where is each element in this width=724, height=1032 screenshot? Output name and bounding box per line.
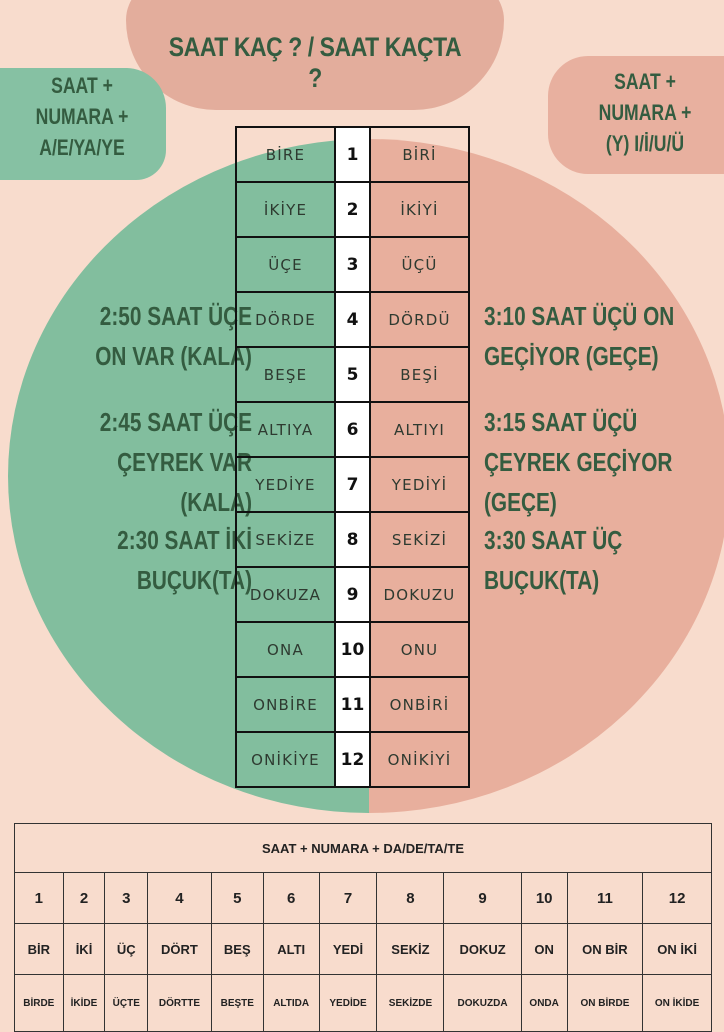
- hour-number-cell: 2: [335, 182, 370, 237]
- locative-form-cell: ONDA: [521, 975, 567, 1032]
- locative-row: [15, 873, 712, 924]
- hour-accusative-cell: ONİKİYİ: [370, 732, 469, 787]
- note-line: ON VAR (KALA): [95, 341, 253, 371]
- locative-word-cell: DÖRT: [148, 924, 212, 975]
- locative-number-cell: 9: [444, 873, 521, 924]
- example-note-left: [42, 402, 252, 522]
- hour-accusative-cell: YEDİYİ: [370, 457, 469, 512]
- hour-row: [236, 182, 469, 237]
- locative-form-cell: DOKUZDA: [444, 975, 521, 1032]
- hour-row: [236, 127, 469, 182]
- hour-row: [236, 732, 469, 787]
- hour-accusative-cell: ÜÇÜ: [370, 237, 469, 292]
- rule-line: (Y) I/İ/U/Ü: [605, 131, 685, 156]
- hour-dative-cell: ONA: [236, 622, 335, 677]
- locative-form-cell: BİRDE: [15, 975, 64, 1032]
- locative-table: [14, 823, 712, 1032]
- note-line: 3:10 SAAT ÜÇÜ ON: [484, 301, 675, 331]
- note-line: ÇEYREK VAR (KALA): [117, 447, 252, 517]
- hour-accusative-cell: BİRİ: [370, 127, 469, 182]
- hour-dative-cell: BEŞE: [236, 347, 335, 402]
- locative-number-cell: 10: [521, 873, 567, 924]
- hour-accusative-cell: BEŞİ: [370, 347, 469, 402]
- hour-dative-cell: DOKUZA: [236, 567, 335, 622]
- rule-line: SAAT +: [51, 73, 113, 98]
- locative-form-cell: SEKİZDE: [377, 975, 444, 1032]
- hour-number-cell: 7: [335, 457, 370, 512]
- locative-form-cell: ON BİRDE: [567, 975, 642, 1032]
- hour-dative-cell: SEKİZE: [236, 512, 335, 567]
- hour-accusative-cell: İKİYİ: [370, 182, 469, 237]
- locative-form-cell: İKİDE: [63, 975, 105, 1032]
- locative-number-cell: 8: [377, 873, 444, 924]
- rule-line: NUMARA +: [35, 104, 129, 129]
- example-note-right: [484, 296, 724, 376]
- locative-form-cell: BEŞTE: [211, 975, 263, 1032]
- locative-word-cell: BEŞ: [211, 924, 263, 975]
- locative-number-cell: 2: [63, 873, 105, 924]
- hour-accusative-cell: DÖRDÜ: [370, 292, 469, 347]
- hour-number-cell: 4: [335, 292, 370, 347]
- locative-number-cell: 6: [263, 873, 319, 924]
- hour-row: [236, 457, 469, 512]
- note-line: GEÇİYOR (GEÇE): [484, 341, 659, 371]
- hour-dative-cell: BİRE: [236, 127, 335, 182]
- locative-word-cell: ON BİR: [567, 924, 642, 975]
- hour-number-cell: 10: [335, 622, 370, 677]
- hour-number-cell: 1: [335, 127, 370, 182]
- hour-number-cell: 12: [335, 732, 370, 787]
- note-line: BUÇUK(TA): [136, 565, 252, 595]
- locative-number-cell: 5: [211, 873, 263, 924]
- hour-row: [236, 347, 469, 402]
- rule-accusative: [565, 66, 724, 159]
- hour-accusative-cell: DOKUZU: [370, 567, 469, 622]
- hour-number-cell: 6: [335, 402, 370, 457]
- rule-line: NUMARA +: [598, 100, 692, 125]
- hour-row: [236, 402, 469, 457]
- rule-line: SAAT +: [614, 69, 676, 94]
- locative-word-cell: SEKİZ: [377, 924, 444, 975]
- hour-row: [236, 292, 469, 347]
- note-line: 2:30 SAAT İKİ: [117, 525, 252, 555]
- locative-form-cell: ÜÇTE: [105, 975, 148, 1032]
- note-line: BUÇUK(TA): [484, 565, 600, 595]
- locative-word-cell: İKİ: [63, 924, 105, 975]
- rule-dative: [2, 70, 162, 163]
- hour-row: [236, 237, 469, 292]
- locative-number-cell: 11: [567, 873, 642, 924]
- note-line: 3:15 SAAT ÜÇÜ: [484, 407, 638, 437]
- locative-form-cell: YEDİDE: [319, 975, 377, 1032]
- hour-dative-cell: ONİKİYE: [236, 732, 335, 787]
- locative-word-cell: ON: [521, 924, 567, 975]
- locative-number-cell: 7: [319, 873, 377, 924]
- locative-word-cell: BİR: [15, 924, 64, 975]
- note-line: ÇEYREK GEÇİYOR (GEÇE): [484, 447, 673, 517]
- hour-number-cell: 5: [335, 347, 370, 402]
- locative-form-cell: ON İKİDE: [643, 975, 712, 1032]
- hour-accusative-cell: ONU: [370, 622, 469, 677]
- example-note-right: [484, 402, 724, 522]
- hour-number-cell: 3: [335, 237, 370, 292]
- hour-accusative-cell: SEKİZİ: [370, 512, 469, 567]
- hour-row: [236, 567, 469, 622]
- locative-number-cell: 4: [148, 873, 212, 924]
- rule-line: A/E/YA/YE: [39, 135, 125, 160]
- hour-dative-cell: ONBİRE: [236, 677, 335, 732]
- locative-word-cell: DOKUZ: [444, 924, 521, 975]
- locative-word-cell: ALTI: [263, 924, 319, 975]
- locative-word-cell: ÜÇ: [105, 924, 148, 975]
- hour-number-cell: 9: [335, 567, 370, 622]
- hour-number-cell: 8: [335, 512, 370, 567]
- locative-word-cell: ON İKİ: [643, 924, 712, 975]
- locative-number-cell: 1: [15, 873, 64, 924]
- hour-accusative-cell: ONBİRİ: [370, 677, 469, 732]
- locative-form-cell: DÖRTTE: [148, 975, 212, 1032]
- hour-dative-cell: YEDİYE: [236, 457, 335, 512]
- note-line: 2:50 SAAT ÜÇE: [99, 301, 252, 331]
- locative-form-cell: ALTIDA: [263, 975, 319, 1032]
- locative-number-cell: 3: [105, 873, 148, 924]
- example-note-right: [484, 520, 724, 600]
- locative-table-header: SAAT + NUMARA + DA/DE/TA/TE: [15, 824, 712, 873]
- note-line: 2:45 SAAT ÜÇE: [99, 407, 252, 437]
- hour-dative-cell: ÜÇE: [236, 237, 335, 292]
- locative-row: [15, 975, 712, 1032]
- locative-row: [15, 924, 712, 975]
- hour-dative-cell: İKİYE: [236, 182, 335, 237]
- hour-dative-cell: DÖRDE: [236, 292, 335, 347]
- hours-table: [235, 126, 470, 788]
- hour-row: [236, 622, 469, 677]
- note-line: 3:30 SAAT ÜÇ: [484, 525, 623, 555]
- hour-row: [236, 512, 469, 567]
- locative-number-cell: 12: [643, 873, 712, 924]
- hour-number-cell: 11: [335, 677, 370, 732]
- example-note-left: [42, 520, 252, 600]
- page-title: SAAT KAÇ ? / SAAT KAÇTA ?: [168, 32, 462, 93]
- example-note-left: [42, 296, 252, 376]
- locative-word-cell: YEDİ: [319, 924, 377, 975]
- hour-dative-cell: ALTIYA: [236, 402, 335, 457]
- hour-row: [236, 677, 469, 732]
- hour-accusative-cell: ALTIYI: [370, 402, 469, 457]
